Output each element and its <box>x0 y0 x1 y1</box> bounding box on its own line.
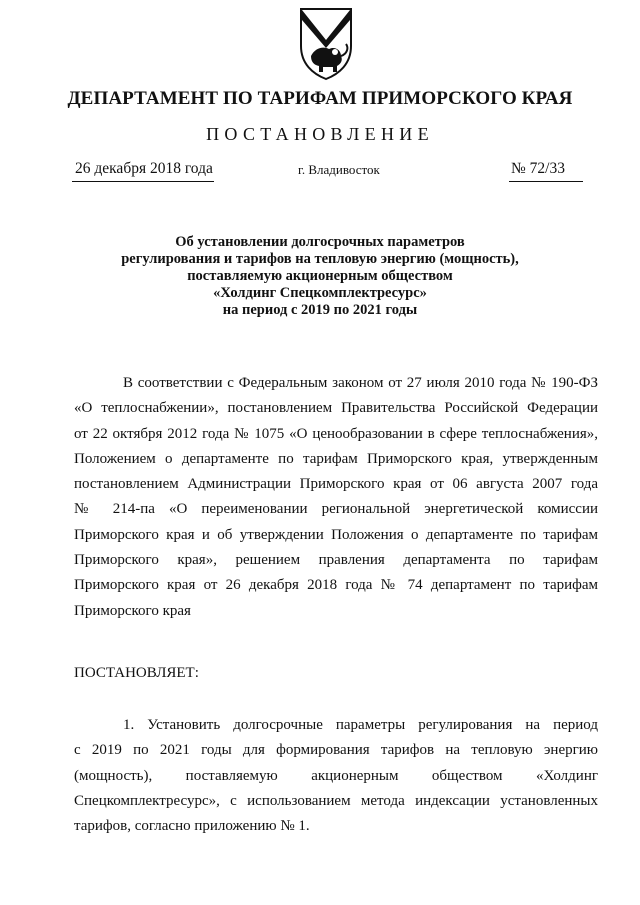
paragraph-line: № 214-па «О переименовании региональной энергетической комиссии <box>74 501 598 518</box>
title-line: Об установлении долгосрочных параметров <box>175 234 465 250</box>
paragraph-line: от 22 октября 2012 года № 1075 «О ценообразовании в сфере теплоснабжения», <box>74 425 598 442</box>
paragraph-line: (мощность), поставляемую акционерным обществом «Холдинг <box>74 767 598 784</box>
date-underline <box>72 181 214 182</box>
paragraph-line: Приморского края от 26 декабря 2018 года № 74 департамент по тарифам <box>74 577 598 594</box>
document-date: 26 декабря 2018 года <box>75 160 213 177</box>
paragraph-line: тарифов, согласно приложению № 1. <box>74 818 310 835</box>
document-city: г. Владивосток <box>298 162 380 177</box>
paragraph-line: В соответствии с Федеральным законом от 27 июля 2010 года № 190-ФЗ <box>123 375 598 391</box>
title-line: на период с 2019 по 2021 годы <box>222 302 418 318</box>
paragraph-line: Приморского края и об утверждении Положения о департаменте по тарифам <box>74 526 598 543</box>
document-number: № 72/33 <box>511 160 565 177</box>
paragraph-line: «О теплоснабжении», постановлением Правительства Российской Федерации <box>74 400 598 417</box>
preamble-paragraph <box>74 371 598 624</box>
paragraph-line: с 2019 по 2021 годы для формирования тарифов на тепловую энергию <box>74 742 598 759</box>
title-line: «Холдинг Спецкомплектресурс» <box>213 285 427 301</box>
paragraph-line: Спецкомплектресурс», с использованием метода индексации установленных <box>74 792 598 809</box>
paragraph-line: 1. Установить долгосрочные параметры регулирования на период <box>123 717 598 733</box>
department-name: ДЕПАРТАМЕНТ ПО ТАРИФАМ ПРИМОРСКОГО КРАЯ <box>67 88 573 109</box>
paragraph-line: постановлением Администрации Приморского края от 06 августа 2007 года <box>74 476 598 493</box>
number-underline <box>509 181 583 182</box>
coat-of-arms-icon <box>297 6 355 82</box>
paragraph-line: Приморского края <box>74 602 191 619</box>
clause-1-paragraph <box>74 713 598 839</box>
document-type: ПОСТАНОВЛЕНИЕ <box>206 124 434 144</box>
decree-heading: ПОСТАНОВЛЯЕТ: <box>74 665 199 681</box>
document-title <box>100 234 540 319</box>
title-line: регулирования и тарифов на тепловую энергию (мощность), <box>121 251 519 267</box>
title-line: поставляемую акционерным обществом <box>187 268 453 284</box>
paragraph-line: Положением о департаменте по тарифам Приморского края, утвержденным <box>74 450 598 467</box>
paragraph-line: Приморского края», решением правления департамента по тарифам <box>74 552 598 569</box>
